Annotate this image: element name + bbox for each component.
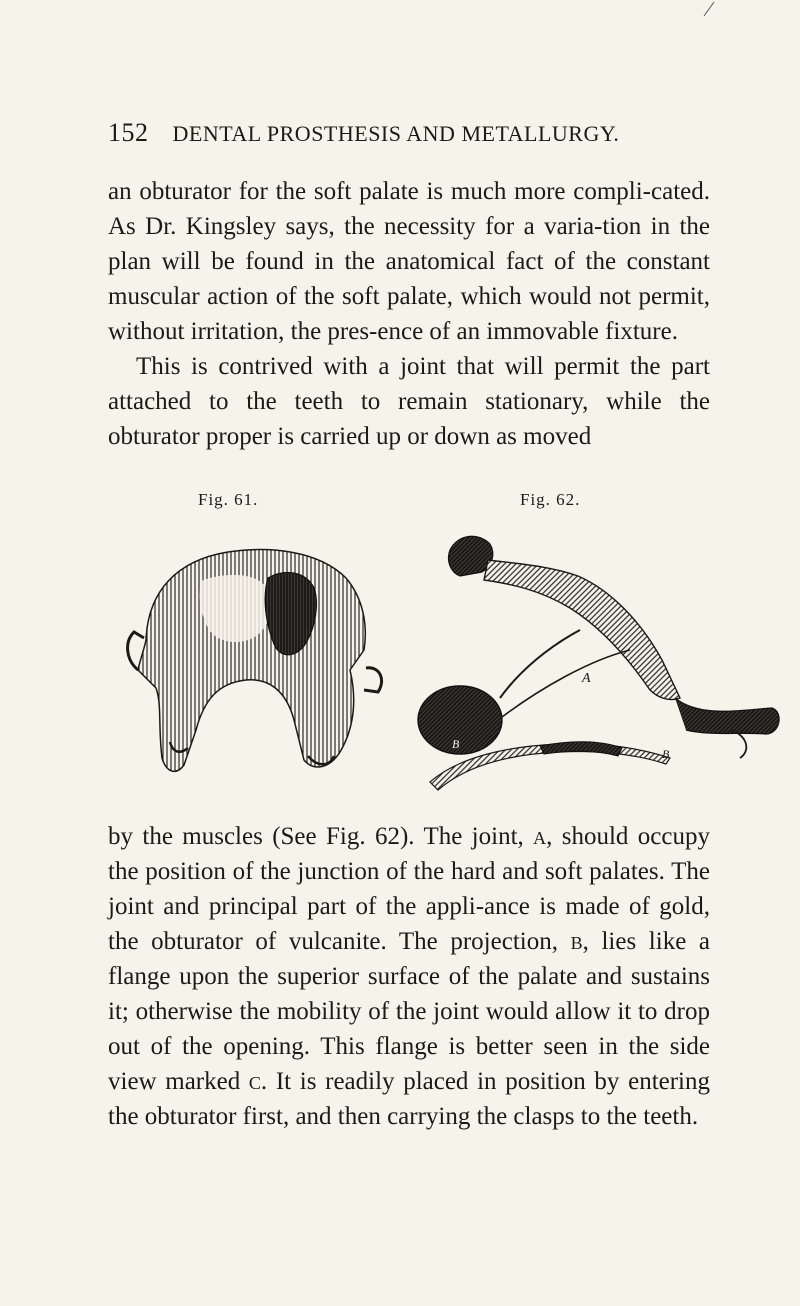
figure-62-illustration <box>400 520 785 792</box>
text-run: by the muscles (See Fig. 62). The joint, <box>108 823 534 850</box>
page-number: 152 <box>108 118 149 147</box>
body-text-bottom <box>108 819 710 1134</box>
text-run: . It is readily placed in position by entering the obturator first, and then carrying the clasps to the teeth. <box>108 1068 711 1130</box>
letter-b: b <box>570 928 583 955</box>
flange-label-b-right: B <box>662 747 670 761</box>
running-title: DENTAL PROSTHESIS AND METALLURGY. <box>172 121 620 146</box>
text-run: , lies like a flange upon the superior surface of the palate and sustains it; otherwise the mobility of the joint would allow it to drop out of the opening. This flange is better seen in the side view marked <box>108 928 710 1095</box>
joint-label-a: A <box>582 671 591 686</box>
text-run: , should occupy the position of the junction of the hard and soft palates. The joint and principal part of the appli-ance is made of gold, the obturator of vulcanite. The projection, <box>108 823 710 955</box>
paragraph: an obturator for the soft palate is much more compli-cated. As Dr. Kingsley says, the necessity for a varia-tion in the plan will be found in the anatomical fact of the constant muscular action of the soft palate, which would not permit, without irritation, the pres-ence of an immovable fixture. <box>108 178 710 345</box>
figure-62-caption: Fig. 62. <box>520 490 581 509</box>
figure-61-caption: Fig. 61. <box>198 490 259 509</box>
paragraph <box>108 819 710 1134</box>
letter-a: a <box>533 823 547 850</box>
letter-c: c <box>248 1068 261 1095</box>
body-text-top <box>108 174 710 454</box>
figure-61-illustration <box>118 520 390 782</box>
flange-label-b-left: B <box>452 737 460 751</box>
page-corner-mark <box>700 0 720 20</box>
running-header <box>108 118 708 148</box>
paragraph: This is contrived with a joint that will permit the part attached to the teeth to remain stationary, while the obturator proper is carried up or down as moved <box>108 353 710 450</box>
